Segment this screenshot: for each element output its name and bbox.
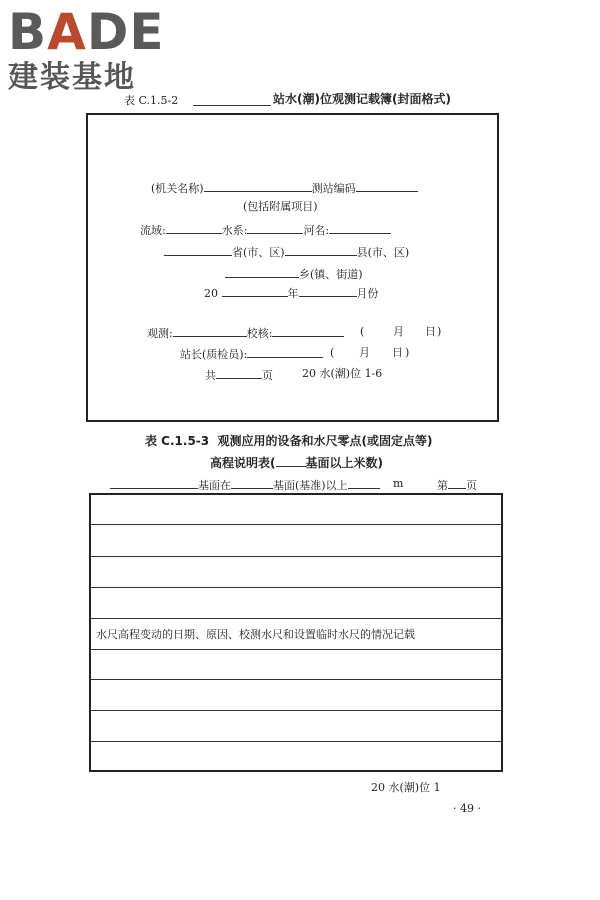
observer-row (147, 325, 344, 341)
station-code-blank (356, 180, 418, 192)
chief-month: 月 (359, 346, 370, 359)
pages-label: 页 (262, 369, 273, 382)
township-row (225, 266, 363, 282)
table-rule (91, 618, 501, 619)
township-blank (225, 266, 299, 278)
logo-brand-cn: 建装基地 (8, 60, 136, 95)
chief-label: 站长(质检员): (180, 348, 248, 361)
observer-date-close: ) (437, 325, 442, 338)
year-month-row (204, 285, 379, 301)
observer-day: 日 (425, 325, 436, 338)
org-name-blank (204, 180, 312, 192)
chief-blank (247, 346, 323, 358)
province-blank (164, 244, 232, 256)
table1-label: 表 C.1.5-2 (124, 94, 179, 107)
datum-value-blank (348, 477, 380, 489)
unit-m: m (393, 477, 404, 490)
basin-row (140, 222, 391, 238)
table-rule (91, 679, 501, 680)
total-pages-row (205, 367, 273, 383)
section-note: 水尺高程变动的日期、原因、校测水尺和设置临时水尺的情况记载 (96, 628, 415, 641)
page-no-blank (448, 477, 466, 489)
datum-at-label: 基面在 (198, 479, 231, 492)
station-code-label: 测站编码 (311, 182, 356, 195)
observer-blank (173, 325, 247, 337)
table2-label: 表 C.1.5-3 (145, 434, 210, 448)
chief-date-close: ) (405, 346, 410, 359)
logo-brand-en: BADE (8, 3, 165, 61)
datum-blank-1 (110, 477, 198, 489)
datum-blank-2 (231, 477, 273, 489)
include-note: (包括附属项目) (243, 200, 318, 213)
county-blank (285, 244, 357, 256)
table-rule (91, 710, 501, 711)
table1-footer-code: 20 水(潮)位 1-6 (302, 367, 383, 380)
township-label: 乡(镇、街道) (299, 268, 363, 281)
table2-footer-code: 20 水(潮)位 1 (371, 781, 441, 794)
chief-day: 日 (392, 346, 403, 359)
table2-heading (145, 434, 432, 448)
river-label: 河名: (303, 224, 330, 237)
province-row (164, 244, 409, 260)
river-system-label: 水系: (221, 224, 248, 237)
observer-month: 月 (393, 325, 404, 338)
page-number: · 49 · (453, 802, 481, 815)
basin-blank (166, 222, 222, 234)
river-system-blank (247, 222, 303, 234)
year-label: 年 (287, 287, 299, 300)
checker-label: 校核: (246, 327, 273, 340)
org-label: (机关名称) (151, 182, 204, 195)
year-prefix: 20 (204, 287, 218, 300)
table1-title: 站水(潮)位观测记载簿(封面格式) (273, 92, 451, 106)
table-rule (91, 649, 501, 650)
observer-label: 观测: (147, 327, 173, 340)
table2-title-line1: 观测应用的设备和水尺零点(或固定点等) (217, 434, 433, 448)
month-blank (299, 285, 357, 297)
table1-title-blank (193, 105, 271, 106)
datum-mid-label: 基面(基准)以上 (273, 479, 348, 492)
checker-blank (272, 325, 344, 337)
total-label: 共 (205, 369, 216, 382)
datum-name-blank (276, 455, 306, 467)
org-name-row (151, 180, 418, 196)
table-rule (91, 587, 501, 588)
basin-label: 流域: (140, 224, 166, 237)
table-rule (91, 524, 501, 525)
table2-title-line2: 高程说明表( 基面以上米数) (210, 456, 383, 470)
total-pages-blank (216, 367, 262, 379)
river-blank (329, 222, 391, 234)
county-label: 县(市、区) (356, 246, 410, 259)
table-rule (91, 741, 501, 742)
province-label: 省(市、区) (232, 246, 285, 259)
page-no-row: 第 页 (437, 479, 477, 492)
month-label: 月份 (356, 287, 379, 300)
datum-row (110, 477, 380, 493)
observer-date-open: ( (360, 325, 365, 338)
chief-row (180, 346, 323, 362)
chief-date-open: ( (330, 346, 335, 359)
table-rule (91, 556, 501, 557)
year-blank (222, 285, 288, 297)
